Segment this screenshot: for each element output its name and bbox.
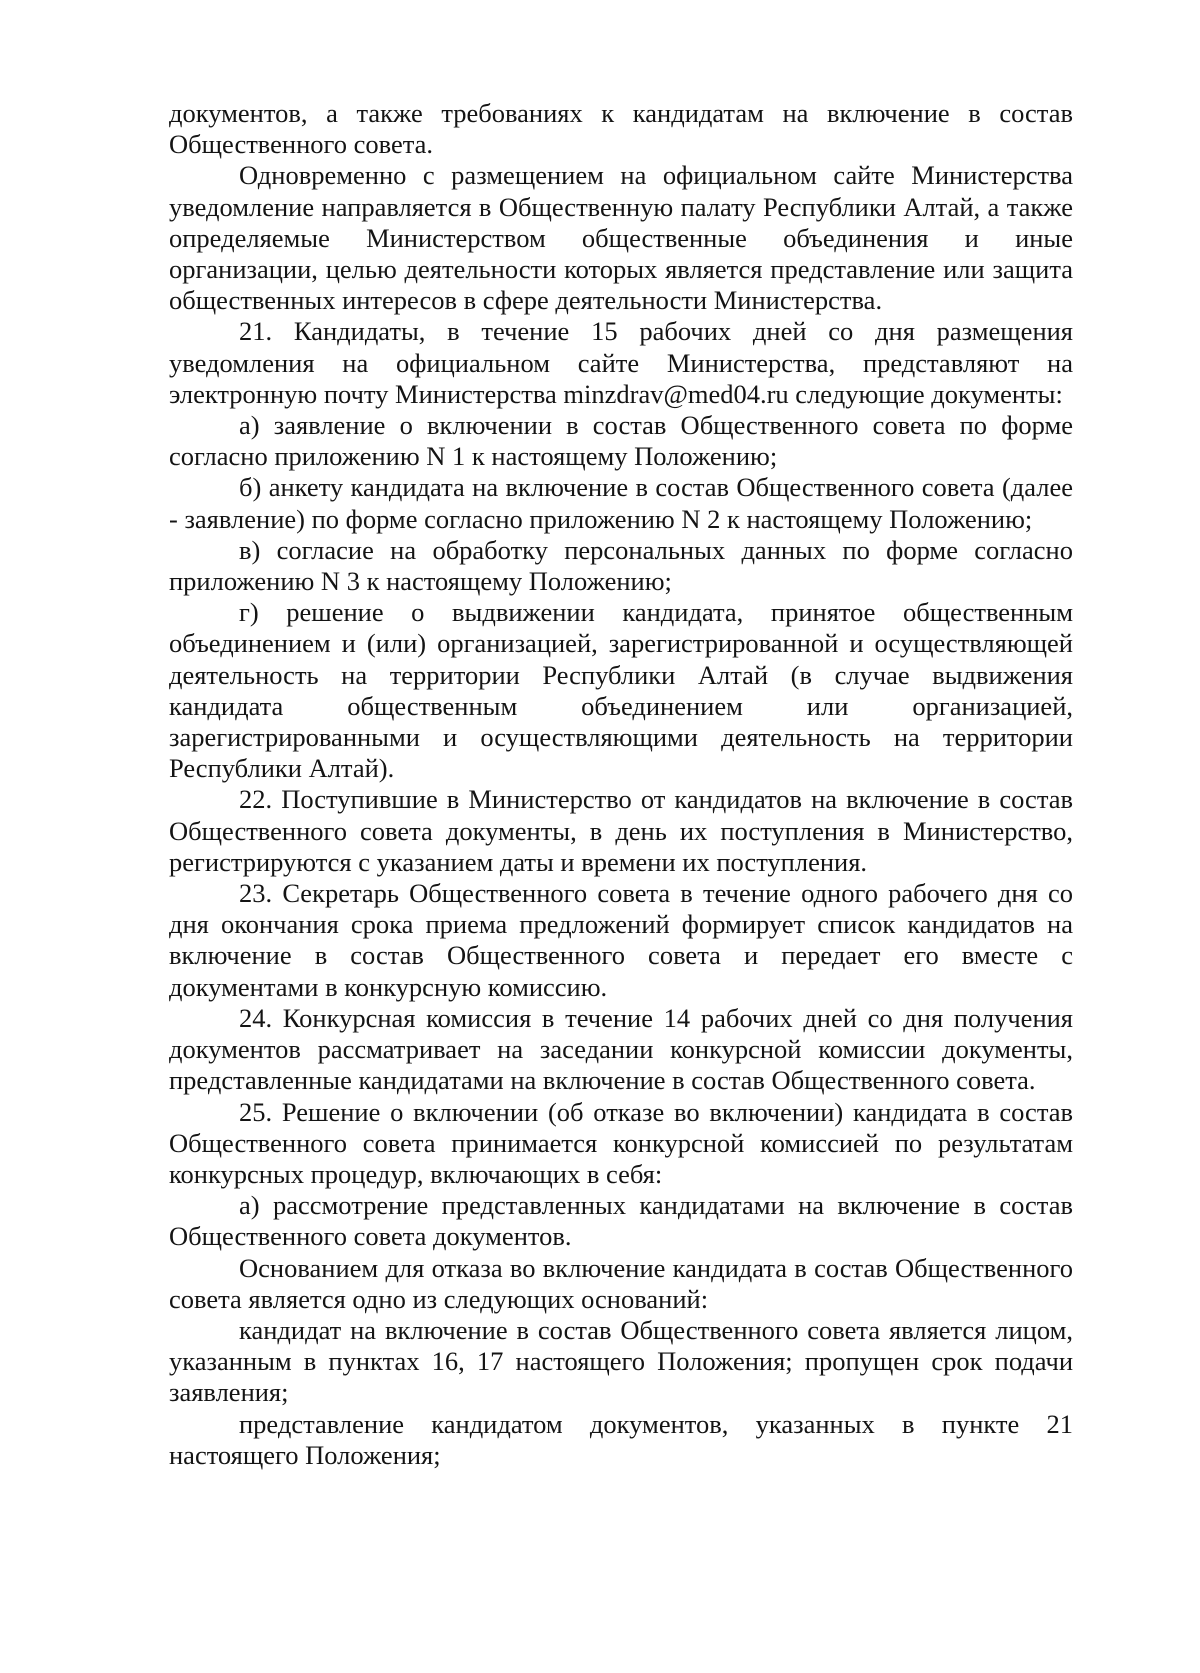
paragraph-item-21: 21. Кандидаты, в течение 15 рабочих дней со дня размещения уведомления на официальном сайте Министерства, представляют на электронную почту Министерства minzdrav@med04.ru следующие документы: [169, 316, 1073, 409]
paragraph-item-21-v: в) согласие на обработку персональных данных по форме согласно приложению N 3 к настоящему Положению; [169, 534, 1073, 597]
paragraph-item-21-b: б) анкету кандидата на включение в состав Общественного совета (далее - заявление) по форме согласно приложению N 2 к настоящему Положению; [169, 472, 1073, 534]
paragraph-item-22: 22. Поступившие в Министерство от кандидатов на включение в состав Общественного совета документы, в день их поступления в Министерство, регистрируются с указанием даты и времени их поступления. [169, 784, 1073, 877]
paragraph-item-21-a: а) заявление о включении в состав Общественного совета по форме согласно приложению N 1 к настоящему Положению; [169, 410, 1073, 472]
paragraph-item-23: 23. Секретарь Общественного совета в течение одного рабочего дня со дня окончания срока приема предложений формирует список кандидатов на включение в состав Общественного совета и передает его вместе с документами в конкурсную комиссию. [169, 878, 1073, 1002]
document-body [169, 98, 1073, 1471]
paragraph-refusal-ground-1: кандидат на включение в состав Общественного совета является лицом, указанным в пунктах 16, 17 настоящего Положения; пропущен срок подачи заявления; [169, 1314, 1073, 1408]
paragraph-continuation: документов, а также требованиях к кандидатам на включение в состав Общественного совета. [169, 98, 1073, 160]
paragraph-item-21-g: г) решение о выдвижении кандидата, принятое общественным объединением и (или) организацией, зарегистрированной и осуществляющей деятельность на территории Республики Алтай (в случае выдвижения кандидата общественным объединением или организацией, зарегистрированными и осуществляющими деятельность на территории Республики Алтай). [169, 597, 1073, 784]
paragraph-notification: Одновременно с размещением на официальном сайте Министерства уведомление направляется в Общественную палату Республики Алтай, а также определяемые Министерством общественные объединения и иные организации, целью деятельности которых является представление или защита общественных интересов в сфере деятельности Министерства. [169, 160, 1073, 316]
paragraph-item-25-a: а) рассмотрение представленных кандидатами на включение в состав Общественного совета документов. [169, 1190, 1073, 1252]
paragraph-item-24: 24. Конкурсная комиссия в течение 14 рабочих дней со дня получения документов рассматривает на заседании конкурсной комиссии документы, представленные кандидатами на включение в состав Общественного совета. [169, 1002, 1073, 1096]
paragraph-refusal-grounds: Основанием для отказа во включение кандидата в состав Общественного совета является одно из следующих оснований: [169, 1252, 1073, 1314]
paragraph-refusal-ground-2: представление кандидатом документов, указанных в пункте 21 настоящего Положения; [169, 1408, 1073, 1470]
paragraph-item-25: 25. Решение о включении (об отказе во включении) кандидата в состав Общественного совета принимается конкурсной комиссией по результатам конкурсных процедур, включающих в себя: [169, 1096, 1073, 1189]
